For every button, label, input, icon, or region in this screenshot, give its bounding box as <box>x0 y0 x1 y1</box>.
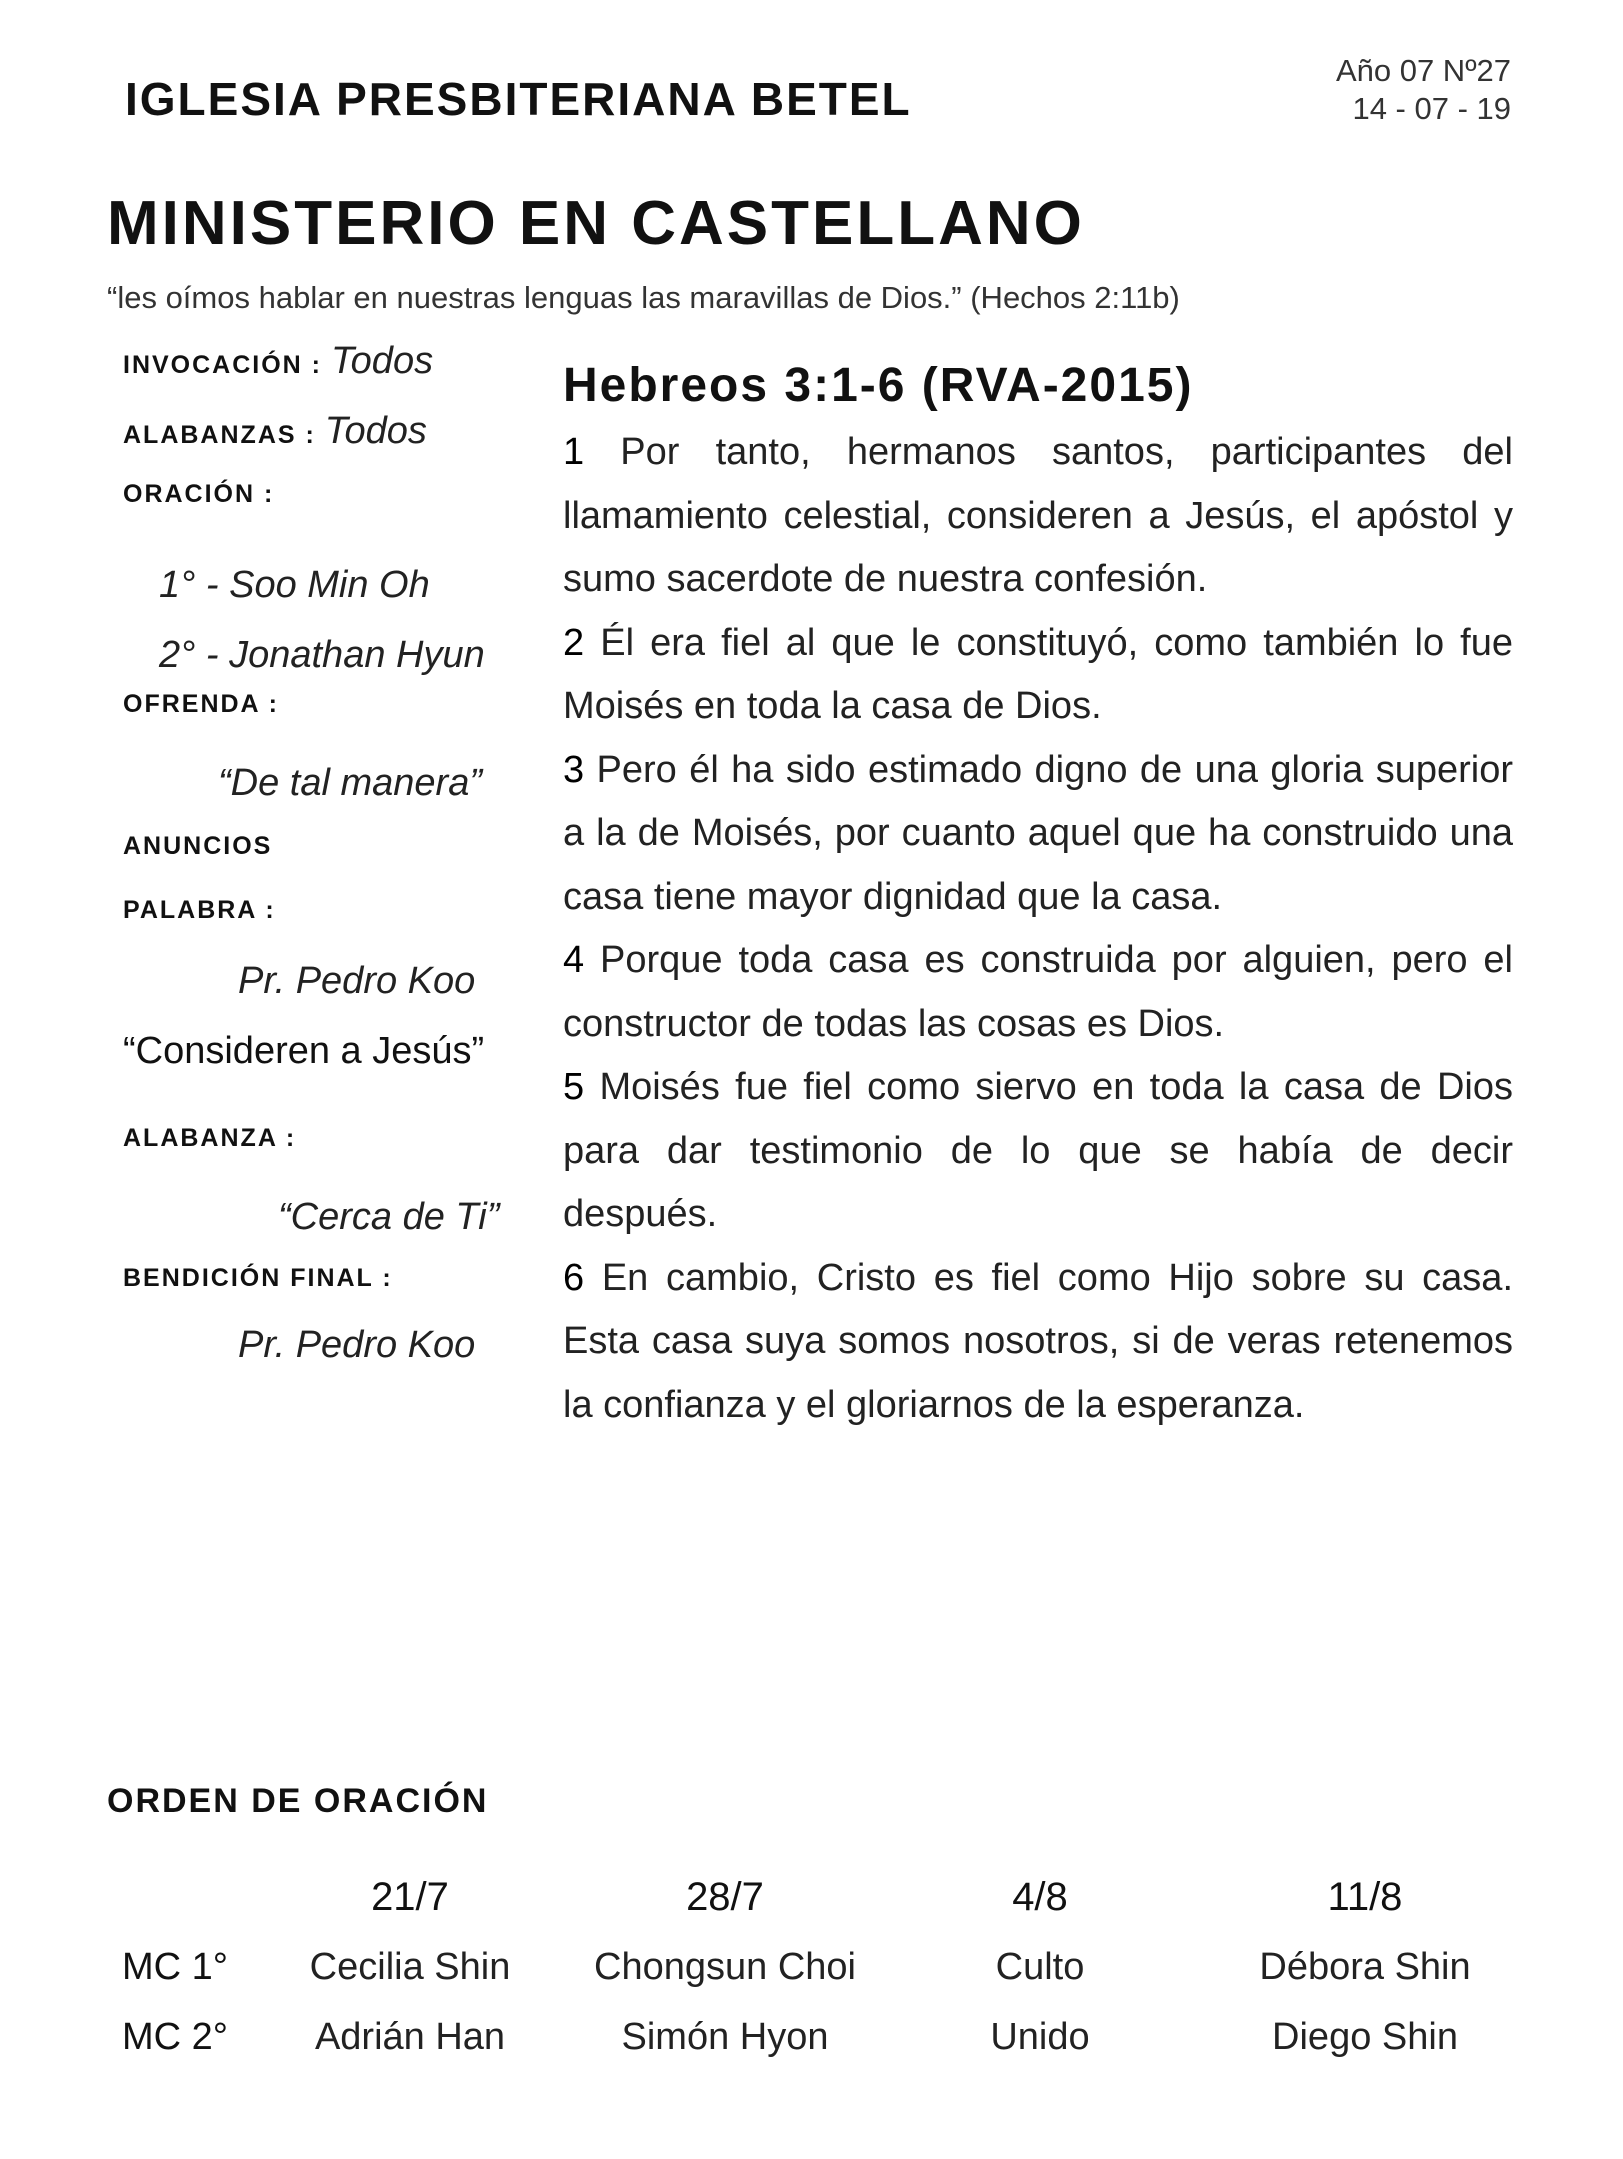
scripture-title: Hebreos 3:1-6 (RVA-2015) <box>563 359 1194 412</box>
alabanzas-value: Todos <box>324 410 427 452</box>
verse-paragraph <box>563 1056 1513 1247</box>
verse-paragraph <box>563 1247 1513 1438</box>
ofrenda-value: “De tal manera” <box>218 762 482 804</box>
ministry-title: MINISTERIO EN CASTELLANO <box>107 189 1085 258</box>
row-label: MC 2° <box>122 2015 228 2058</box>
verse-number: 4 <box>563 939 585 981</box>
header-verse: “les oímos hablar en nuestras lenguas las maravillas de Dios.” (Hechos 2:11b) <box>107 280 1180 315</box>
verse-text: Él era fiel al que le constituyó, como también lo fue Moisés en toda la casa de Dios. <box>563 621 1513 727</box>
date-header: 28/7 <box>686 1874 764 1919</box>
verse-number: 3 <box>563 748 585 791</box>
oracion-item <box>123 480 533 550</box>
verse-paragraph <box>563 929 1513 1056</box>
bendicion-item <box>123 1252 533 1310</box>
alabanza-value: “Cerca de Ti” <box>278 1196 500 1238</box>
table-cell: Diego Shin <box>1272 2015 1458 2058</box>
prayer-order-heading: ORDEN DE ORACIÓN <box>107 1782 489 1820</box>
verse-paragraph <box>563 612 1513 739</box>
table-cell: Adrián Han <box>314 2015 506 2058</box>
church-name: IGLESIA PRESBITERIANA BETEL <box>125 73 912 125</box>
oracion-first: 1° - Soo Min Oh <box>159 564 430 606</box>
verse-text: En cambio, Cristo es fiel como Hijo sobre su casa. Esta casa suya somos nosotros, si de veras retenemos la confianza y el gloriarnos de la esperanza. <box>563 1256 1513 1426</box>
verse-number: 2 <box>563 621 585 664</box>
oracion-label: ORACIÓN : <box>123 480 275 508</box>
table-row <box>100 1932 1530 2002</box>
oracion-second: 2° - Jonathan Hyun <box>159 634 485 676</box>
alabanzas-label: ALABANZAS : <box>123 421 325 449</box>
verse-text: Por tanto, hermanos santos, participantes del llamamiento celestial, consideren a Jesús, el apóstol y sumo sacerdote de nuestra confesión. <box>563 431 1513 600</box>
table-cell: Débora Shin <box>1259 1945 1471 1988</box>
verse-text: Moisés fue fiel como siervo en toda la casa de Dios para dar testimonio de lo que se había de decir después. <box>563 1066 1513 1235</box>
anuncios-label: ANUNCIOS <box>123 832 273 860</box>
issue-date: 14 - 07 - 19 <box>1352 91 1511 126</box>
ofrenda-label: OFRENDA : <box>123 690 279 718</box>
order-of-service <box>123 340 533 1380</box>
palabra-item <box>123 888 533 946</box>
table-cell: Cecilia Shin <box>309 1945 511 1988</box>
date-header: 21/7 <box>371 1874 449 1919</box>
scripture-passage <box>563 358 1513 1437</box>
date-header: 4/8 <box>1012 1874 1068 1919</box>
invocacion-value: Todos <box>330 340 434 382</box>
palabra-value: Pr. Pedro Koo <box>238 960 476 1002</box>
bendicion-label: BENDICIÓN FINAL : <box>123 1264 393 1292</box>
prayer-order-table <box>100 1862 1530 2072</box>
table-cell: Chongsun Choi <box>594 1945 856 1988</box>
table-cell: Simón Hyon <box>621 2015 829 2058</box>
invocacion-label: INVOCACIÓN : <box>123 351 331 379</box>
verse-text: Porque toda casa es construida por alguien, pero el constructor de todas las cosas es Dios. <box>563 939 1513 1045</box>
invocacion-item <box>123 340 533 410</box>
alabanza-label: ALABANZA : <box>123 1124 297 1152</box>
palabra-label: PALABRA : <box>123 896 276 924</box>
issue-info <box>1336 52 1511 128</box>
verse-paragraph <box>563 739 1513 930</box>
ofrenda-item <box>123 690 533 748</box>
row-label: MC 1° <box>122 1945 228 1988</box>
table-cell: Culto <box>995 1945 1085 1988</box>
table-corner <box>100 1862 250 1932</box>
sermon-title: “Consideren a Jesús” <box>123 1030 485 1072</box>
table-header-row <box>100 1862 1530 1932</box>
verse-text: Pero él ha sido estimado digno de una gloria superior a la de Moisés, por cuanto aquel que ha construido una casa tiene mayor dignidad que la casa. <box>563 748 1513 918</box>
date-header: 11/8 <box>1327 1874 1403 1919</box>
alabanzas-item <box>123 410 533 480</box>
verse-number: 6 <box>563 1256 585 1299</box>
table-cell: Unido <box>990 2015 1090 2058</box>
verse-number: 5 <box>563 1066 585 1108</box>
table-row <box>100 2002 1530 2072</box>
verse-number: 1 <box>563 431 585 473</box>
bendicion-value: Pr. Pedro Koo <box>238 1324 476 1366</box>
verse-paragraph <box>563 421 1513 612</box>
issue-number: Año 07 Nº27 <box>1335 53 1511 88</box>
alabanza-item <box>123 1124 533 1182</box>
anuncios-item <box>123 818 533 888</box>
